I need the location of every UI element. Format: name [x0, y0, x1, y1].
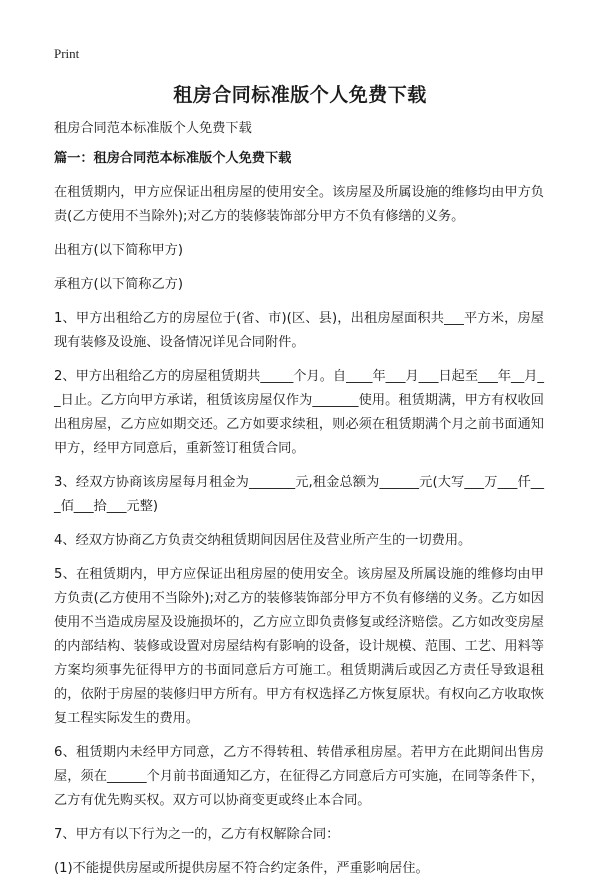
paragraph-clause-3: 3、经双方协商该房屋每月租金为_______元,租金总额为______元(大写___万___仟___佰___拾___元整): [54, 475, 544, 514]
print-link[interactable]: Print: [54, 46, 80, 61]
paragraph-lessor: 出租方(以下简称甲方): [54, 243, 183, 258]
chapter-heading: 篇一：租房合同范本标准版个人免费下载: [54, 151, 292, 166]
document-body: [54, 117, 544, 891]
paragraph-clause-2: 2、甲方出租给乙方的房屋租赁期共_____个月。自____年___月___日起至___年__月__日止。乙方向甲方承诺，租赁该房屋仅作为_______使用。租赁期满，甲方有权收回出租房屋，乙方应如期交还。乙方如要求续租，则必须在租赁期满个月之前书面通知甲方，经甲方同意后，重新签订租赁合同。: [54, 369, 544, 456]
paragraph-clause-1: 1、甲方出租给乙方的房屋位于(省、市)(区、县)，出租房屋面积共___平方米，房屋现有装修及设施、设备情况详见合同附件。: [54, 311, 544, 350]
paragraph-lessee: 承租方(以下简称乙方): [54, 277, 183, 292]
paragraph-clause-6: 6、租赁期内未经甲方同意，乙方不得转租、转借承租房屋。若甲方在此期间出售房屋，须在______个月前书面通知乙方，在征得乙方同意后方可实施，在同等条件下，乙方有优先购买权。双方可以协商变更或终止本合同。: [54, 745, 544, 808]
paragraph-clause-7-1: (1)不能提供房屋或所提供房屋不符合约定条件，严重影响居住。: [54, 861, 429, 876]
paragraph-clause-5: 5、在租赁期内，甲方应保证出租房屋的使用安全。该房屋及所属设施的维修均由甲方负责(乙方使用不当除外);对乙方的装修装饰部分甲方不负有修缮的义务。乙方如因使用不当造成房屋及设施损坏的，乙方应立即负责修复或经济赔偿。乙方如改变房屋的内部结构、装修或设置对房屋结构有影响的设备，设计规模、范围、工艺、用料等方案均须事先征得甲方的书面同意后方可施工。租赁期满后或因乙方责任导致退租的，依附于房屋的装修归甲方所有。甲方有权选择乙方恢复原状。有权向乙方收取恢复工程实际发生的费用。: [54, 567, 544, 726]
document-title: 租房合同标准版个人免费下载: [173, 84, 427, 106]
paragraph-intro: 在租赁期内，甲方应保证出租房屋的使用安全。该房屋及所属设施的维修均由甲方负责(乙方使用不当除外);对乙方的装修装饰部分甲方不负有修缮的义务。: [54, 185, 544, 224]
paragraph-clause-4: 4、经双方协商乙方负责交纳租赁期间因居住及营业所产生的一切费用。: [54, 533, 472, 548]
paragraph-clause-7: 7、甲方有以下行为之一的，乙方有权解除合同：: [54, 827, 340, 842]
document-subtitle: 租房合同范本标准版个人免费下载: [54, 121, 252, 136]
